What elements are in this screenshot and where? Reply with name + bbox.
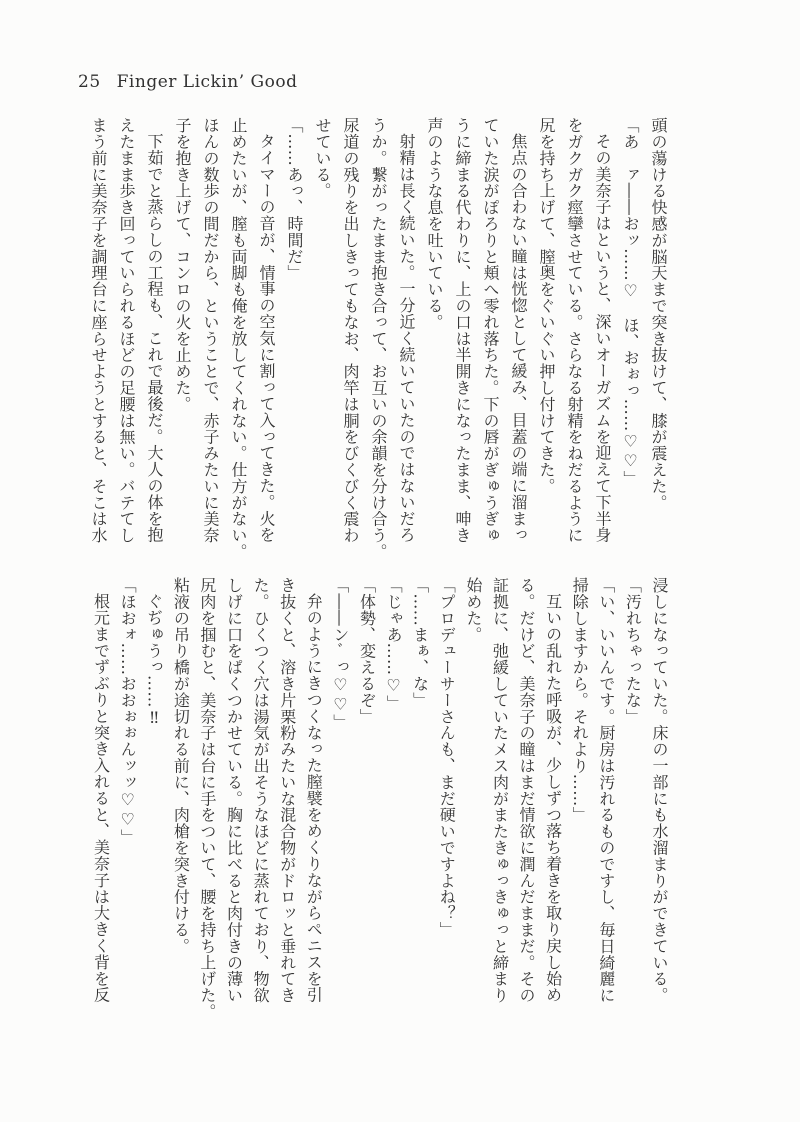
text-column: き抜くと、溶き片栗粉みたいな混合物がドロッと垂れてき	[277, 577, 297, 1004]
text-column: 尻を持ち上げて、膣奥をぐいぐい押し付けてきた。	[537, 117, 556, 495]
text-column: 止めたいが、膣も両脚も俺を放してくれない。仕方がない。	[229, 117, 248, 560]
text-column: 「い、いいんです。厨房は汚れるものですし、毎日綺麗に	[596, 577, 616, 1004]
text-column: 証拠に、弛緩していたメス肉がまたきゅっきゅっと締まり	[490, 577, 510, 1004]
text-column: まう前に美奈子を調理台に座らせようとすると、そこは水	[89, 117, 108, 544]
text-column: 頭の蕩ける快感が脳天まで突き抜けて、膝が震えた。	[649, 117, 668, 511]
text-column: 声のような息を吐いている。	[425, 117, 444, 331]
text-column: 「ほおォ……おおぉぉんッッ♡♡」	[118, 577, 138, 846]
text-column: 根元までずぶりと突き入れると、美奈子は大きく背を反	[91, 593, 111, 1004]
text-column: 「プロデューサーさんも、まだ硬いですよね？」	[437, 577, 457, 938]
page-number: 25	[78, 72, 101, 92]
text-column: 始めた。	[463, 577, 483, 643]
text-column: 焦点の合わない瞳は恍惚として緩み、目蓋の端に溜まっ	[509, 133, 528, 544]
text-column: 「体勢、変えるぞ」	[357, 577, 377, 725]
text-column: ほんの数歩の間だから、ということで、赤子みたいに美奈	[201, 117, 220, 544]
text-column: 射精は長く続いた。一分近く続いていたのではないだろ	[397, 133, 416, 544]
text-column: ていた涙がぽろりと頬へ零れ落ちた。下の唇がぎゅうぎゅ	[481, 117, 500, 544]
text-column: ぐぢゅうっ……‼	[144, 593, 164, 728]
text-column: た。ひくつく穴は湯気が出そうなほどに蒸れており、物欲	[251, 577, 271, 1004]
text-column: しげに口をぱくつかせている。胸に比べると肉付きの薄い	[224, 577, 244, 1004]
text-column: 互いの乱れた呼吸が、少しずつ落ち着きを取り戻し始め	[543, 593, 563, 1004]
text-column: タイマーの音が、情事の空気に割って入ってきた。火を	[257, 133, 276, 544]
text-column: 粘液の吊り橋が途切れる前に、肉槍を突き付ける。	[171, 577, 191, 955]
text-block-top	[84, 117, 672, 560]
text-column: 下茹でと蒸らしの工程も、これで最後だ。大人の体を抱	[145, 133, 164, 544]
text-block-bottom	[87, 577, 672, 1020]
text-column: うか。繋がったまま抱き合って、お互いの余韻を分け合う。	[369, 117, 388, 560]
text-column: 「じゃあ……♡」	[384, 577, 404, 712]
text-column: 子を抱き上げて、コンロの火を止めた。	[173, 117, 192, 413]
text-column: えたまま歩き回っていられるほどの足腰は無い。バテてし	[117, 117, 136, 544]
text-column: 「あ ァ――おッ……♡ ほ、おぉっ……♡♡」	[621, 117, 640, 487]
text-column: 掃除しますから。それより……」	[570, 577, 590, 823]
text-column: をガクガク痙攣させている。さらなる射精をねだるように	[565, 117, 584, 544]
text-column: 「――ンﾞっ♡♡」	[330, 577, 350, 731]
text-column: 尻肉を掴むと、美奈子は台に手をついて、腰を持ち上げた。	[197, 577, 217, 1020]
text-column: る。だけど、美奈子の瞳はまだ情欲に潤んだままだ。その	[517, 577, 537, 1004]
text-column: 尿道の残りを出しきってもなお、肉竿は胴をびくびく震わ	[341, 117, 360, 544]
text-column: せている。	[313, 117, 332, 199]
text-column: うに締まる代わりに、上の口は半開きになったまま、呻き	[453, 117, 472, 544]
text-column: 「……あっ、時間だ」	[285, 117, 304, 281]
text-column: 「汚れちゃったな」	[623, 577, 643, 725]
page-title: Finger Lickin’ Good	[116, 72, 298, 92]
text-column: 弁のようにきつくなった膣襞をめくりながらペニスを引	[304, 593, 324, 1004]
running-header	[78, 72, 297, 92]
text-column: 浸しになっていた。床の一部にも水溜まりができている。	[650, 577, 669, 1004]
text-column: その美奈子はというと、深いオーガズムを迎えて下半身	[593, 133, 612, 544]
text-column: 「……まぁ、な」	[410, 577, 430, 709]
